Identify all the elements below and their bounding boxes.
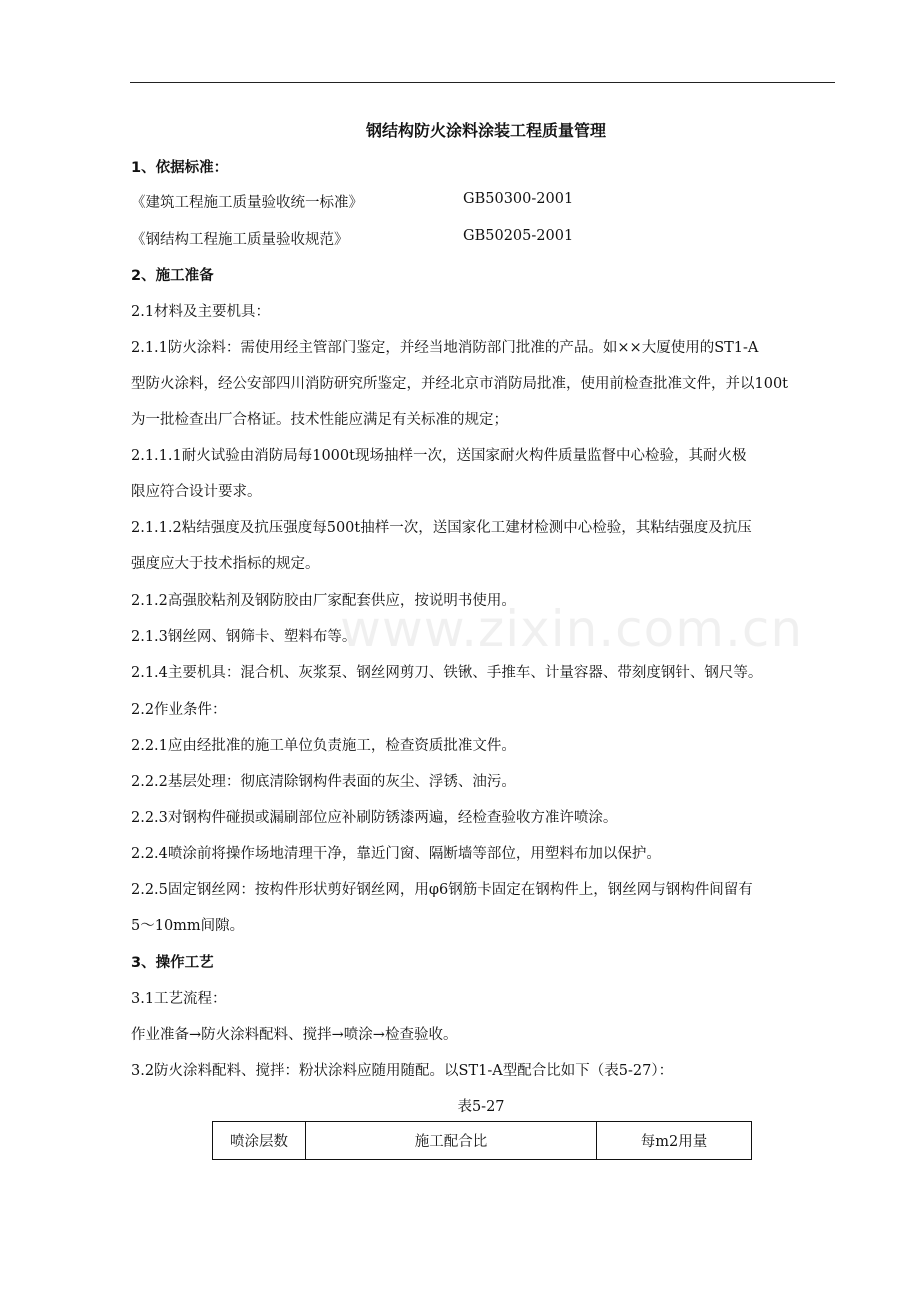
standard-code: GB50300-2001 — [463, 191, 574, 207]
watermark: www.zixin.com.cn — [340, 600, 804, 658]
section-heading-2: 2、施工准备 — [131, 268, 214, 284]
body-line: 2.1.4主要机具：混合机、灰浆泵、钢丝网剪刀、铁锹、手推车、计量容器、带刻度钢针、钢尺等。 — [131, 665, 763, 681]
table-header-cell: 施工配合比 — [306, 1122, 597, 1160]
body-line: 2.1.2高强胶粘剂及钢防胶由厂家配套供应，按说明书使用。 — [131, 593, 516, 609]
body-line: 5～10mm间隙。 — [131, 918, 245, 934]
table-caption: 表5-27 — [457, 1099, 505, 1115]
header-rule — [130, 82, 835, 83]
body-line: 2.2.2基层处理：彻底清除钢构件表面的灰尘、浮锈、油污。 — [131, 774, 516, 790]
body-line: 型防火涂料，经公安部四川消防研究所鉴定，并经北京市消防局批准，使用前检查批准文件，并以100t — [131, 376, 788, 392]
body-line: 2.1.3钢丝网、钢筛卡、塑料布等。 — [131, 629, 357, 645]
body-line: 2.1.1.2粘结强度及抗压强度每500t抽样一次，送国家化工建材检测中心检验，其粘结强度及抗压 — [131, 520, 752, 536]
standard-code: GB50205-2001 — [463, 228, 574, 244]
body-line: 2.2作业条件： — [131, 702, 227, 718]
body-line: 2.1.1防火涂料：需使用经主管部门鉴定，并经当地消防部门批准的产品。如××大厦使用的ST1-A — [131, 340, 759, 356]
table-header-cell: 每m2用量 — [597, 1122, 752, 1160]
section-heading-3: 3、操作工艺 — [131, 955, 214, 971]
body-line: 2.2.1应由经批准的施工单位负责施工，检查资质批准文件。 — [131, 738, 516, 754]
section-heading-1: 1、依据标准： — [131, 160, 229, 176]
mix-ratio-table — [212, 1121, 752, 1160]
standard-name: 《建筑工程施工质量验收统一标准》 — [131, 195, 363, 211]
body-line: 作业准备→防火涂料配料、搅拌→喷涂→检查验收。 — [131, 1027, 458, 1043]
document-title: 钢结构防火涂料涂装工程质量管理 — [365, 121, 606, 140]
body-line: 限应符合设计要求。 — [131, 484, 262, 500]
body-line: 2.1.1.1耐火试验由消防局每1000t现场抽样一次，送国家耐火构件质量监督中心检验，其耐火极 — [131, 448, 747, 464]
body-line: 为一批检查出厂合格证。技术性能应满足有关标准的规定； — [131, 412, 508, 428]
table-header-cell: 喷涂层数 — [213, 1122, 306, 1160]
body-line: 3.1工艺流程： — [131, 991, 227, 1007]
body-line: 2.2.3对钢构件碰损或漏刷部位应补刷防锈漆两遍，经检查验收方准许喷涂。 — [131, 810, 618, 826]
standard-name: 《钢结构工程施工质量验收规范》 — [131, 232, 349, 248]
body-line: 强度应大于技术指标的规定。 — [131, 556, 320, 572]
body-line: 2.2.5固定钢丝网：按构件形状剪好钢丝网，用φ6钢筋卡固定在钢构件上，钢丝网与钢构件间留有 — [131, 882, 753, 898]
body-line: 2.2.4喷涂前将操作场地清理干净，靠近门窗、隔断墙等部位，用塑料布加以保护。 — [131, 846, 661, 862]
body-line: 2.1材料及主要机具： — [131, 304, 271, 320]
table-header-row — [213, 1122, 752, 1160]
body-line: 3.2防火涂料配料、搅拌：粉状涂料应随用随配。以ST1-A型配合比如下（表5-27）： — [131, 1063, 674, 1079]
